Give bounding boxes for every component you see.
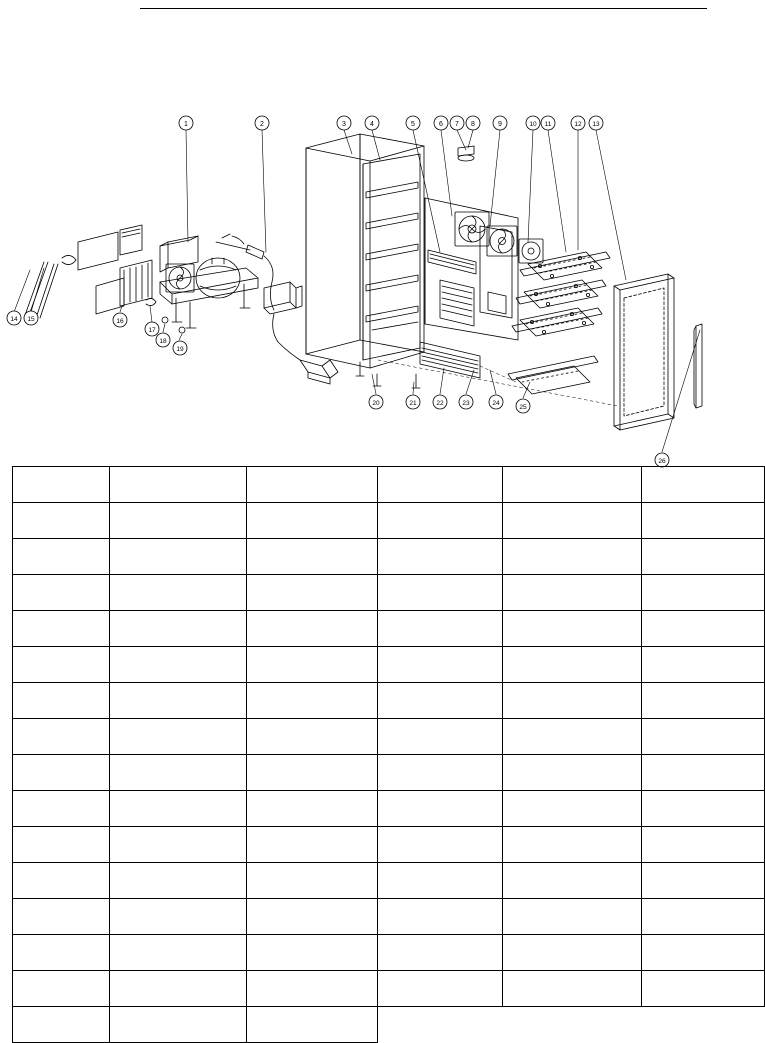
compressor bbox=[196, 258, 240, 298]
svg-text:12: 12 bbox=[574, 121, 582, 128]
svg-text:6: 6 bbox=[439, 121, 443, 128]
svg-text:26: 26 bbox=[658, 458, 666, 465]
svg-text:22: 22 bbox=[436, 400, 444, 407]
cell bbox=[503, 467, 642, 503]
svg-text:8: 8 bbox=[471, 121, 475, 128]
cell bbox=[503, 503, 642, 539]
cell bbox=[378, 683, 503, 719]
cell bbox=[503, 899, 642, 935]
svg-text:21: 21 bbox=[409, 400, 417, 407]
cell bbox=[110, 863, 247, 899]
fan-assembly-3 bbox=[519, 239, 543, 263]
cell bbox=[378, 719, 503, 755]
leader-lines bbox=[14, 130, 700, 452]
cell bbox=[13, 935, 110, 971]
svg-text:25: 25 bbox=[519, 404, 527, 411]
cell bbox=[13, 791, 110, 827]
cell bbox=[503, 971, 642, 1007]
svg-text:23: 23 bbox=[462, 400, 470, 407]
cell bbox=[642, 863, 765, 899]
cell bbox=[503, 683, 642, 719]
table-row bbox=[13, 827, 765, 863]
cell bbox=[247, 863, 378, 899]
cell-empty bbox=[378, 1007, 765, 1043]
cell bbox=[503, 863, 642, 899]
svg-text:9: 9 bbox=[498, 121, 502, 128]
cell bbox=[378, 827, 503, 863]
cell bbox=[110, 899, 247, 935]
svg-text:2: 2 bbox=[260, 121, 264, 128]
cell bbox=[13, 683, 110, 719]
cell bbox=[642, 575, 765, 611]
cell bbox=[247, 755, 378, 791]
base-fan bbox=[166, 264, 194, 292]
cell bbox=[13, 575, 110, 611]
cell bbox=[247, 791, 378, 827]
table-row bbox=[13, 755, 765, 791]
cell bbox=[378, 863, 503, 899]
cell bbox=[110, 647, 247, 683]
table-row bbox=[13, 863, 765, 899]
svg-text:13: 13 bbox=[592, 121, 600, 128]
cell bbox=[378, 611, 503, 647]
cell bbox=[110, 683, 247, 719]
cell bbox=[642, 791, 765, 827]
cell bbox=[642, 503, 765, 539]
drain-cap bbox=[458, 146, 474, 161]
cell bbox=[13, 611, 110, 647]
cell bbox=[247, 647, 378, 683]
cell bbox=[13, 899, 110, 935]
shelf-rails bbox=[508, 252, 610, 380]
cell bbox=[378, 575, 503, 611]
cell bbox=[642, 827, 765, 863]
table-row bbox=[13, 647, 765, 683]
svg-text:4: 4 bbox=[370, 121, 374, 128]
cell bbox=[13, 719, 110, 755]
cell bbox=[503, 791, 642, 827]
cell bbox=[642, 971, 765, 1007]
cell bbox=[247, 719, 378, 755]
cell bbox=[503, 539, 642, 575]
svg-text:14: 14 bbox=[10, 316, 18, 323]
table-row bbox=[13, 971, 765, 1007]
parts-table-body bbox=[13, 467, 765, 1043]
cell bbox=[13, 467, 110, 503]
svg-text:7: 7 bbox=[455, 121, 459, 128]
svg-text:5: 5 bbox=[411, 121, 415, 128]
cabinet-back-panel bbox=[425, 198, 518, 340]
cell bbox=[13, 863, 110, 899]
cell bbox=[642, 467, 765, 503]
evaporator-unit bbox=[440, 280, 474, 326]
cell bbox=[110, 575, 247, 611]
cell bbox=[642, 899, 765, 935]
cell bbox=[13, 755, 110, 791]
cell bbox=[378, 899, 503, 935]
cell bbox=[503, 647, 642, 683]
table-row bbox=[13, 899, 765, 935]
access-cover bbox=[78, 232, 118, 270]
table-row bbox=[13, 575, 765, 611]
parts-table bbox=[12, 466, 765, 1043]
table-row bbox=[13, 503, 765, 539]
cell bbox=[247, 683, 378, 719]
bracket-left bbox=[62, 255, 76, 264]
cell bbox=[642, 719, 765, 755]
table-row bbox=[13, 935, 765, 971]
cell bbox=[503, 827, 642, 863]
svg-text:3: 3 bbox=[342, 121, 346, 128]
cell bbox=[642, 611, 765, 647]
table-row bbox=[13, 467, 765, 503]
cell bbox=[110, 719, 247, 755]
cell bbox=[378, 503, 503, 539]
table-row bbox=[13, 683, 765, 719]
cell bbox=[378, 755, 503, 791]
cell bbox=[503, 755, 642, 791]
cell bbox=[503, 575, 642, 611]
svg-text:15: 15 bbox=[27, 316, 35, 323]
base-frame bbox=[160, 268, 258, 328]
svg-text:10: 10 bbox=[529, 121, 537, 128]
cell bbox=[13, 539, 110, 575]
cell bbox=[110, 503, 247, 539]
cell bbox=[247, 467, 378, 503]
table-row bbox=[13, 791, 765, 827]
callout-balloons bbox=[7, 116, 669, 467]
cell bbox=[378, 647, 503, 683]
fan-assembly-1 bbox=[455, 212, 489, 246]
wiring-harness bbox=[216, 234, 338, 384]
cell bbox=[13, 647, 110, 683]
table-row bbox=[13, 719, 765, 755]
cell bbox=[247, 611, 378, 647]
cell bbox=[503, 611, 642, 647]
cell bbox=[378, 791, 503, 827]
svg-text:20: 20 bbox=[372, 400, 380, 407]
condenser-coil bbox=[428, 250, 476, 274]
svg-text:18: 18 bbox=[159, 338, 167, 345]
cell bbox=[110, 467, 247, 503]
cell bbox=[503, 935, 642, 971]
control-box bbox=[120, 225, 142, 255]
cabinet-legs bbox=[356, 362, 420, 388]
cell bbox=[642, 539, 765, 575]
svg-text:11: 11 bbox=[544, 121, 552, 128]
cabinet-door bbox=[614, 274, 674, 430]
cabinet-body bbox=[306, 134, 424, 368]
cell bbox=[247, 539, 378, 575]
cell bbox=[378, 971, 503, 1007]
cell bbox=[642, 755, 765, 791]
cell bbox=[13, 503, 110, 539]
cell bbox=[247, 935, 378, 971]
svg-text:24: 24 bbox=[492, 400, 500, 407]
cell bbox=[110, 755, 247, 791]
cell bbox=[642, 647, 765, 683]
exploded-parts-diagram bbox=[0, 30, 722, 465]
cell bbox=[247, 1007, 378, 1043]
side-rails bbox=[24, 262, 58, 318]
cell bbox=[378, 539, 503, 575]
cell bbox=[247, 971, 378, 1007]
cell bbox=[247, 899, 378, 935]
cell bbox=[503, 719, 642, 755]
svg-text:1: 1 bbox=[184, 121, 188, 128]
cell bbox=[247, 575, 378, 611]
cell bbox=[13, 827, 110, 863]
cell bbox=[378, 935, 503, 971]
table-row bbox=[13, 539, 765, 575]
cell bbox=[110, 539, 247, 575]
cell bbox=[13, 971, 110, 1007]
cell bbox=[110, 1007, 247, 1043]
svg-text:19: 19 bbox=[176, 346, 184, 353]
cell bbox=[110, 935, 247, 971]
cell bbox=[247, 827, 378, 863]
header-rule bbox=[140, 8, 707, 9]
cell bbox=[110, 971, 247, 1007]
cell bbox=[378, 467, 503, 503]
table-row bbox=[13, 611, 765, 647]
cell bbox=[642, 935, 765, 971]
cell bbox=[642, 683, 765, 719]
svg-text:17: 17 bbox=[148, 327, 156, 334]
cell bbox=[13, 1007, 110, 1043]
lower-grille bbox=[420, 342, 480, 378]
cell bbox=[110, 791, 247, 827]
cell bbox=[110, 611, 247, 647]
cell bbox=[110, 827, 247, 863]
cell bbox=[247, 503, 378, 539]
table-row-last bbox=[13, 1007, 765, 1043]
svg-text:16: 16 bbox=[116, 318, 124, 325]
